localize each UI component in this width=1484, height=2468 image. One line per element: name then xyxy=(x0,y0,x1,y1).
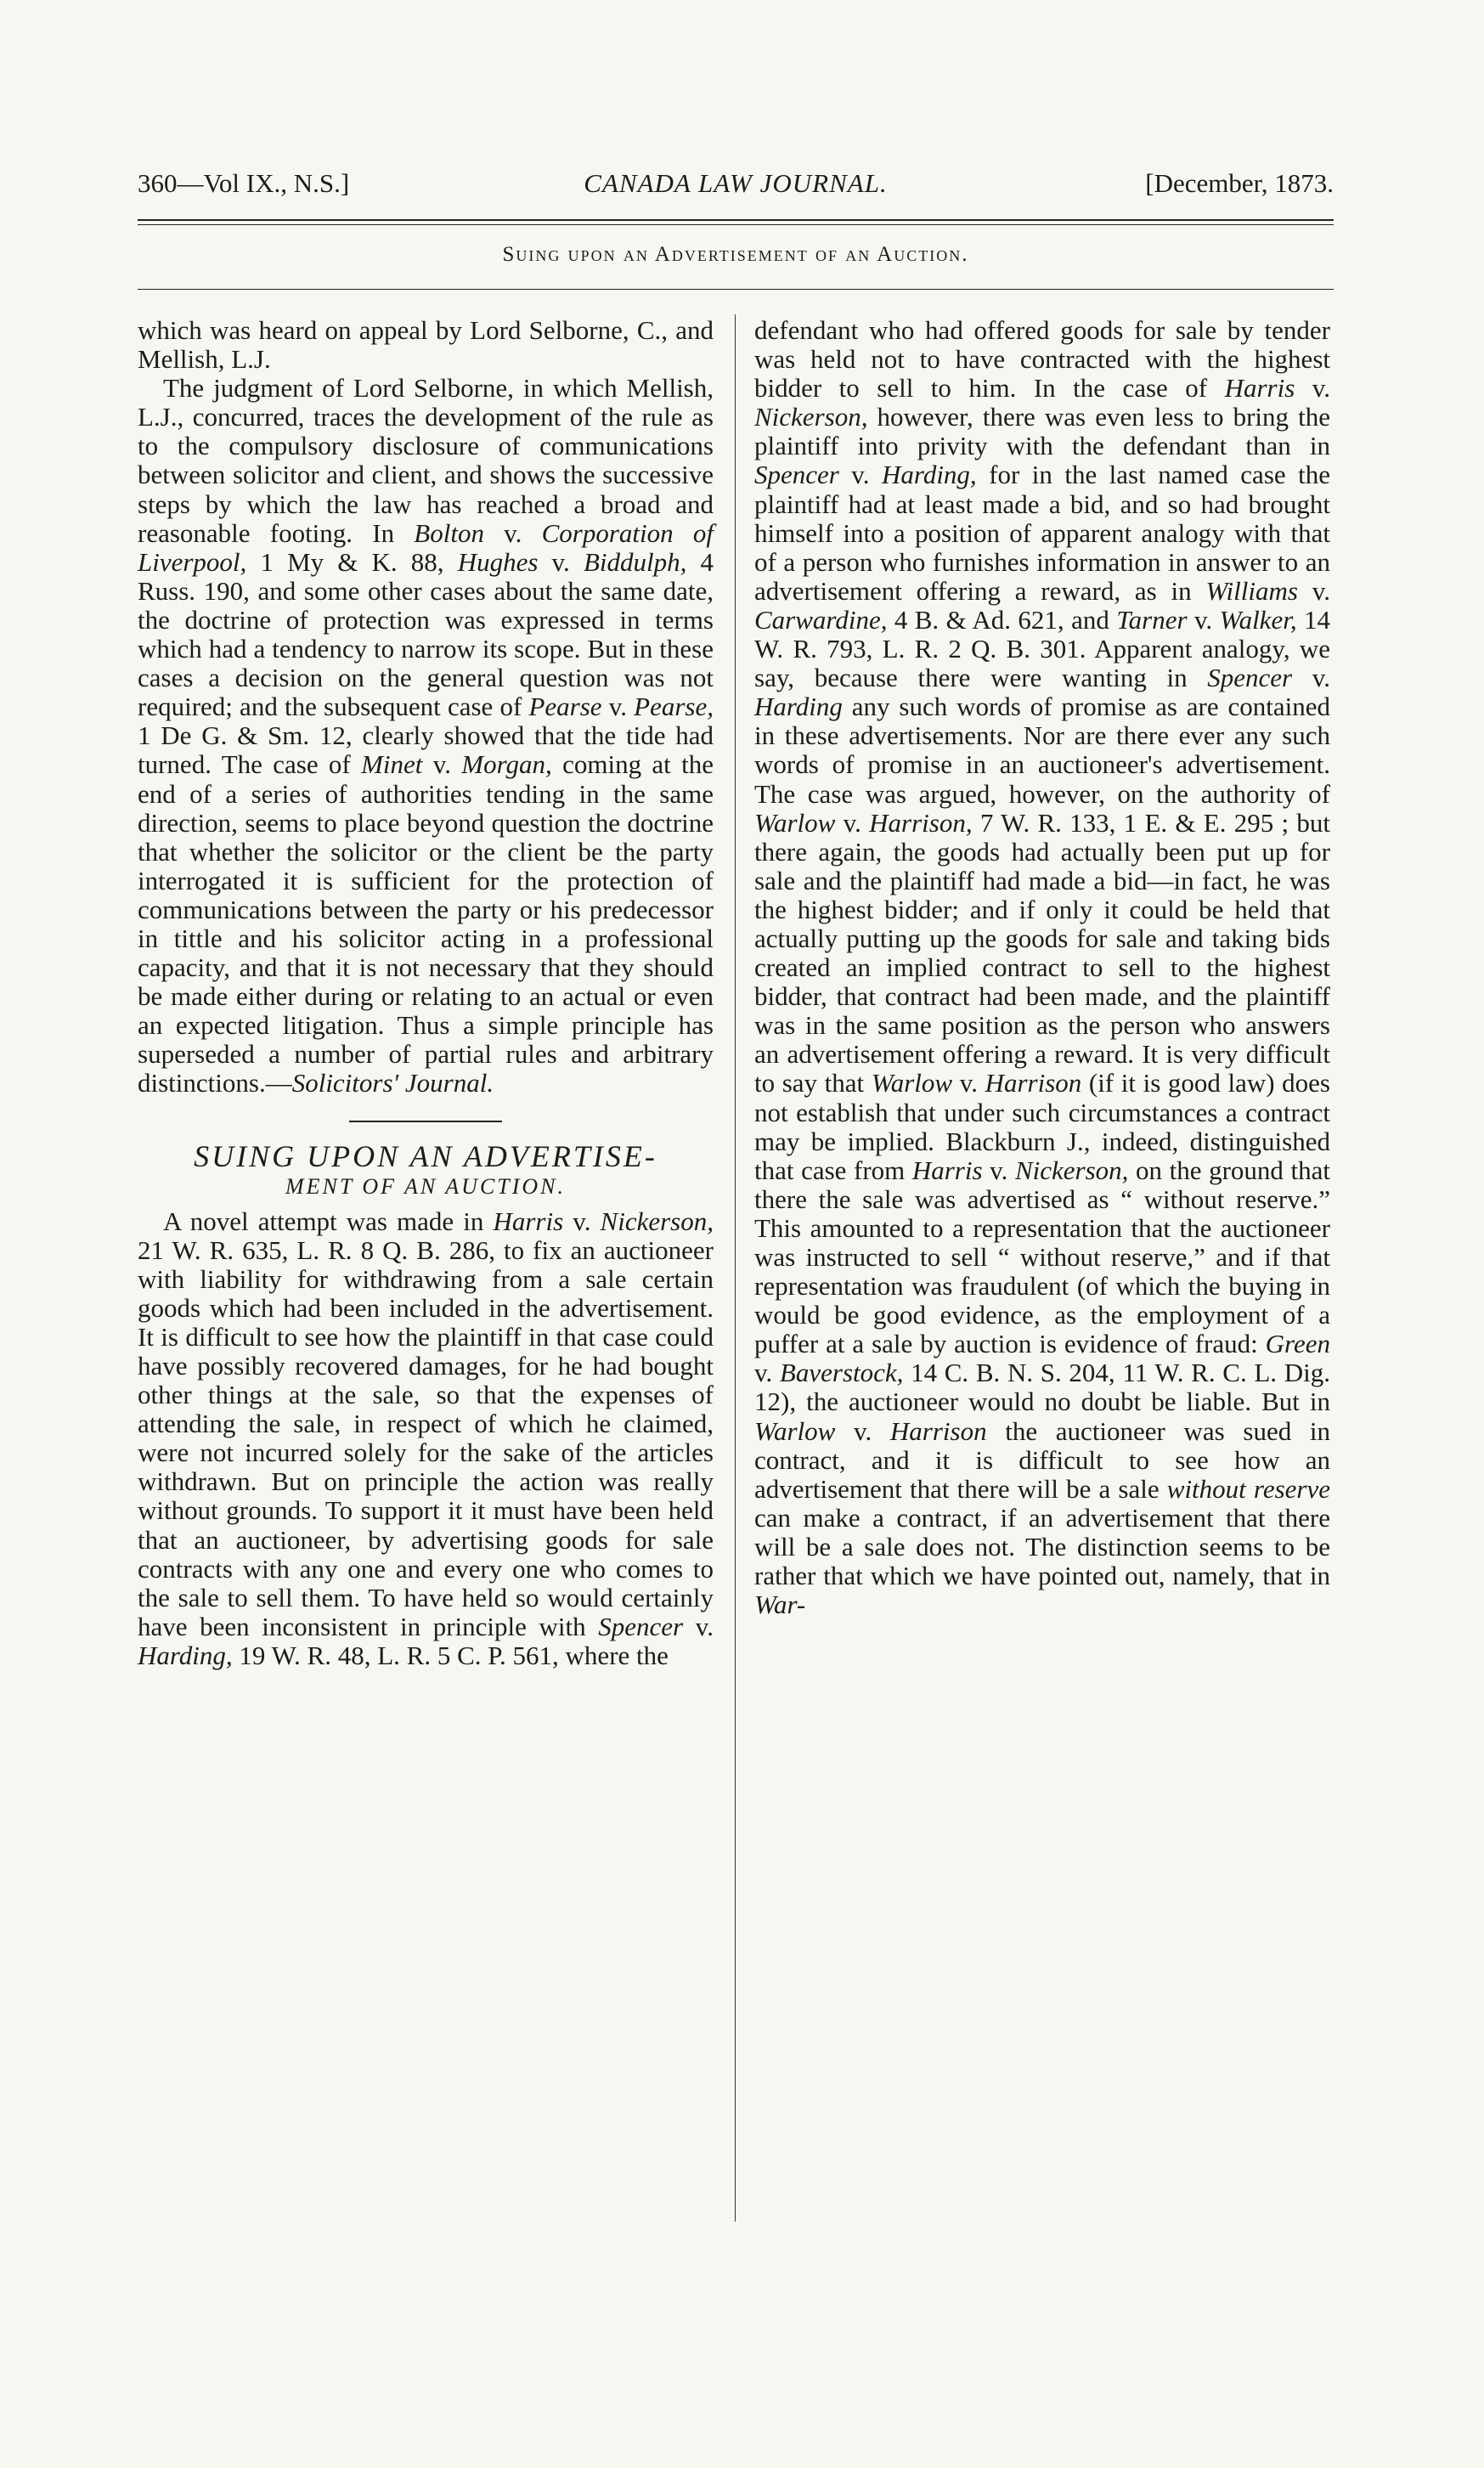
column-divider xyxy=(735,314,736,2222)
source-citation: Solicitors' Journal. xyxy=(291,1068,494,1098)
header-rule-bottom xyxy=(138,224,1334,225)
header-rule-top xyxy=(138,219,1334,221)
case-name: Corporation of Liverpool, xyxy=(138,517,714,577)
journal-title: CANADA LAW JOURNAL. xyxy=(584,168,888,198)
case-name: Morgan, xyxy=(461,749,552,780)
left-column xyxy=(138,316,714,1670)
running-title-rule xyxy=(138,289,1334,290)
case-name: Pearse xyxy=(528,692,602,722)
case-name: Pearse, xyxy=(634,692,714,722)
paragraph-continued: defendant who had offered goods for sale by tender was held not to have contracted with the highest bidder to sell to him. In the case of Harris v. Nickerson, however, there was even less to bring the plaintiff into privity with the defendant than in Spencer v. Harding, for in the last named case the plaintiff had at least made a bid, and so had brought himself into a position of apparent analogy with that of a person who furnishes information in answer to an advertisement offering a reward, as in Williams v. Carwardine, 4 B. & Ad. 621, and Tarner v. Walker, 14 W. R. 793, L. R. 2 Q. B. 301. Apparent analogy, we say, because there were wanting in Spencer v. Harding any such words of promise as are contained in these advertisements. Nor are there ever any such words of promise in an auctioneer's advertisement. The case was argued, however, on the authority of Warlow v. Harrison, 7 W. R. 133, 1 E. & E. 295 ; but there again, the goods had actually been put up for sale and the plaintiff had made a bid—in fact, he was the highest bidder; and if only it could be held that actually putting up the goods for sale and taking bids created an implied contract to sell to the highest bidder, that contract had been made, and the plaintiff was in the same position as the person who answers an advertisement offering a reward. It is very difficult to say that Warlow v. Harrison (if it is good law) does not establish that under such circumstances a contract may be implied. Blackburn J., indeed, distinguished that case from Harris v. Nickerson, on the ground that there the sale was advertised as “ without reserve.” This amounted to a representation that the auctioneer was instructed to sell “ without reserve,” and if that representation was fraudulent (of which the buying in would be good evidence, as the employment of a puffer at a sale by auction is evidence of fraud: Green v. Baverstock, 14 C. B. N. S. 204, 11 W. R. C. L. Dig. 12), the auctioneer would no doubt be liable. But in Warlow v. Harrison the auctioneer was sued in contract, and it is difficult to see how an advertisement that there will be a sale without reserve can make a contract, if an advertisement that there will be a sale does not. The distinction seems to be rather that which we have pointed out, namely, that in War- xyxy=(754,315,1331,1620)
case-name: Hughes xyxy=(457,546,539,577)
paragraph-judgment: The judgment of Lord Selborne, in which Mellish, L.J., concurred, traces the development of the rule as to the compulsory disclosure of communications between solicitor and client, and shows the successive steps by which the law has reached a broad and reasonable footing. In Bolton v. Corporation of Liverpool, 1 My & K. 88, Hughes v. Biddulph, 4 Russ. 190, and some other cases about the same date, the doctrine of protection was expressed in terms which had a tendency to narrow its scope. But in these cases a decision on the general question was not required; and the subsequent case of Pearse v. Pearse, 1 De G. & Sm. 12, clearly showed that the tide had turned. The case of Minet v. Morgan, coming at the end of a series of authorities tending in the same direction, seems to place beyond question the doctrine that whether the solicitor or the client be the party interrogated it is sufficient for the protection of communications between the party or his predecessor in tittle and his solicitor acting in a professional capacity, and that it is not necessary that they should be made either during or relating to an actual or even an expected litigation. Thus a simple principle has superseded a number of partial rules and arbitrary distinctions.—Solicitors' Journal. xyxy=(138,373,714,1098)
article-title-continued: MENT OF AN AUCTION. xyxy=(285,1173,567,1199)
section-divider xyxy=(349,1121,502,1122)
volume-label: 360—Vol IX., N.S.] xyxy=(138,168,350,198)
case-name: Biddulph, xyxy=(583,546,687,577)
case-name: Spencer xyxy=(598,1611,684,1641)
page-header xyxy=(138,168,1334,211)
article-title: SUING UPON AN ADVERTISE- xyxy=(194,1138,657,1173)
running-title: Suing upon an Advertisement of an Auction. xyxy=(502,243,969,266)
case-name: Nickerson, xyxy=(600,1206,714,1236)
paragraph-novel-attempt: A novel attempt was made in Harris v. Nickerson, 21 W. R. 635, L. R. 8 Q. B. 286, to fix an auctioneer with liability for withdrawing from a sale certain goods which had been included in the advertisement. It is difficult to see how the plaintiff in that case could have possibly recovered damages, for he had bought other things at the sale, so that the expenses of attending the sale, in respect of which he claimed, were not incurred solely for the sake of the articles withdrawn. But on principle the action was really without grounds. To support it it must have been held that an auctioneer, by advertising goods for sale contracts with any one and every one who comes to the sale to sell them. To have held so would certainly have been inconsistent in principle with Spencer v. Harding, 19 W. R. 48, L. R. 5 C. P. 561, where the xyxy=(138,1206,714,1670)
case-name: Bolton xyxy=(414,517,484,548)
paragraph-continuation: which was heard on appeal by Lord Selborne, C., and Mellish, L.J. xyxy=(138,315,714,375)
case-name: Harding, xyxy=(138,1640,233,1670)
right-column xyxy=(754,316,1330,1619)
case-name: Minet xyxy=(361,749,423,780)
issue-date: [December, 1873. xyxy=(1145,168,1334,198)
case-name: Harris xyxy=(493,1206,564,1236)
